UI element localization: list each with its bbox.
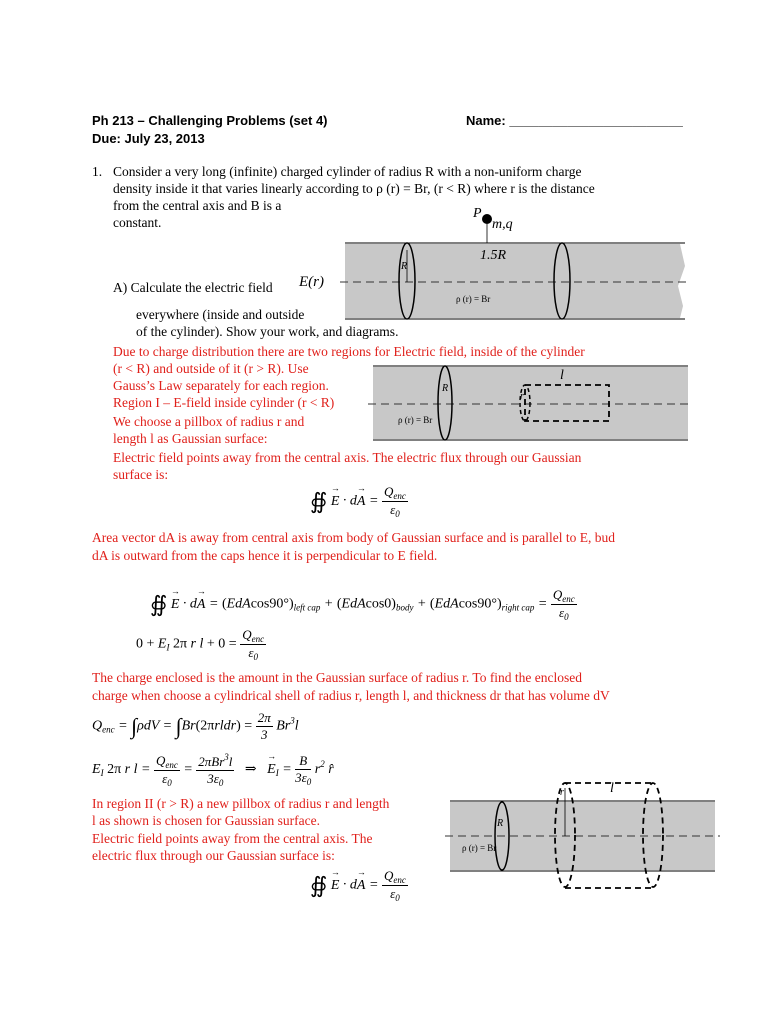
radius-label: R [442,383,449,394]
solution-line-8: surface is: [113,467,169,482]
charge-enclosed-line-2: charge when choose a cylindrical shell of radius r, length l, and thickness dr that has volume dV [92,688,610,703]
r-label: r [560,787,564,798]
solution-line-4: Region I – E-field inside cylinder (r < R) [113,395,335,410]
solution-line-2: (r < R) and outside of it (r > R). Use [113,361,309,376]
radius-label: R [401,261,408,272]
problem-number: 1. [92,164,103,179]
figure-pillbox-inside [368,362,693,442]
solution-line-6: length l as Gaussian surface: [113,431,268,446]
solution-line-7: Electric field points away from the central axis. The electric flux through our Gaussian [113,450,582,465]
field-result-equation: $E_I$ 2π r l = $\frac{Q_{enc}}{\varepsilon_0}$ = $\frac{2\pi Br^3l}{3\varepsilon_0}$ ⇒ → $E_I$ = $\frac{B}{3\varepsilon_0}$ $r^2$ r̂ [92,752,334,788]
cylinder-body [345,244,685,318]
intro-line-4: constant. [113,215,162,230]
point-p-label: P [473,206,482,221]
gauss-law-equation: ∯ → E · d→ A = $\frac{Q_{enc}}{\varepsilon_0}$ [310,484,408,519]
density-label: ρ (r) = Br [462,843,497,853]
part-a-line-3: of the cylinder). Show your work, and diagrams. [136,324,399,339]
region2-line-2: l as shown is chosen for Gaussian surface. [92,813,320,828]
figure-pillbox-outside [445,778,720,893]
density-label: ρ (r) = Br [456,294,491,304]
point-p-marker [482,214,492,224]
solution-line-5: We choose a pillbox of radius r and [113,414,305,429]
length-label: l [610,781,614,796]
charge-enclosed-line-1: The charge enclosed is the amount in the Gaussian surface of radius r. To find the enclosed [92,670,583,685]
intro-line-2: density inside it that varies linearly according to ρ (r) = Br, (r < R) where r is the distance [113,181,595,196]
area-vector-line-2: dA is outward from the caps hence it is perpendicular to E field. [92,548,438,563]
due-date: Due: July 23, 2013 [92,131,205,146]
density-label: ρ (r) = Br [398,415,433,425]
intro-line-3: from the central axis and B is a [113,198,282,213]
area-vector-line-1: Area vector dA is away from central axis from body of Gaussian surface and is parallel to E, bud [92,530,615,545]
name-field-label: Name: ________________________ [466,113,683,128]
part-a-line-2: everywhere (inside and outside [136,307,305,322]
charge-integral-equation: $Q_{enc} = \int\rho dV$ = ∫Br(2πrldr) = $\frac{2\pi}{3}$ Br$^3$l [92,710,299,742]
region2-line-3: Electric field points away from the central axis. The [92,831,373,846]
r-label: r [520,391,524,402]
length-label: l [560,368,564,383]
part-a-label: A) Calculate the electric field [113,280,273,295]
mass-charge-label: m,q [492,217,513,232]
course-title: Ph 213 – Challenging Problems (set 4) [92,113,328,128]
flux-expansion-equation: ∯ → $E \cdot d\to A = (EdAcos90^\circ)_{left cap} + (EdAcos0)_{body} + (EdAcos90^\circ)_{right cap}$ = $\frac{Q_{enc}}{\varepsilon_0}$ [150,587,577,622]
solution-line-3: Gauss’s Law separately for each region. [113,378,329,393]
field-inside-equation: $0 + E_I$ 2π r l + 0 = $\frac{Q_{enc}}{\varepsilon_0}$ [136,627,265,662]
region2-line-1: In region II (r > R) a new pillbox of radius r and length [92,796,390,811]
field-symbol: E(r) [299,274,324,290]
gauss-law-equation-region2: ∯ → E · d→ A = $\frac{Q_{enc}}{\varepsilon_0}$ [310,868,408,903]
intro-line-1: Consider a very long (infinite) charged cylinder of radius R with a non-uniform charge [113,164,582,179]
region2-line-4: electric flux through our Gaussian surface is: [92,848,335,863]
distance-label: 1.5R [480,248,507,263]
radius-label: R [497,818,504,829]
figure-charged-cylinder [340,206,690,326]
solution-line-1: Due to charge distribution there are two regions for Electric field, inside of the cylinder [113,344,585,359]
